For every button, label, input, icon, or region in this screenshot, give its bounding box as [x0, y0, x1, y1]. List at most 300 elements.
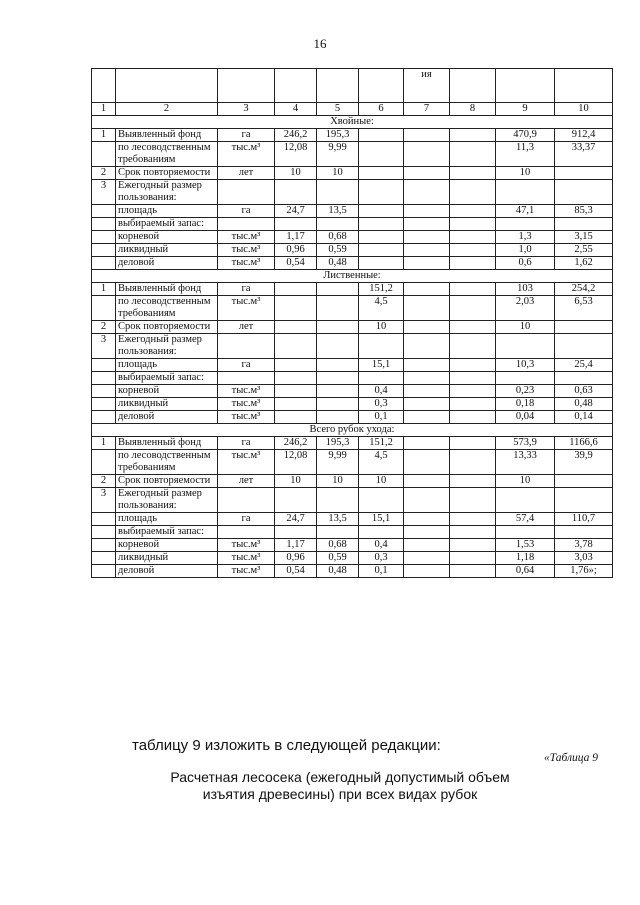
table-cell: 9,99 — [317, 450, 359, 475]
table-cell: 0,4 — [359, 385, 404, 398]
table-cell — [555, 488, 613, 513]
table-cell — [92, 359, 116, 372]
table-cell: 2,03 — [496, 296, 555, 321]
table-cell — [404, 218, 450, 231]
table-cell: тыс.м³ — [218, 385, 275, 398]
table-cell: 1,53 — [496, 539, 555, 552]
table-cell: 1166,6 — [555, 437, 613, 450]
table-cell — [404, 526, 450, 539]
table-cell: 0,96 — [275, 552, 317, 565]
table-cell — [404, 552, 450, 565]
table-cell: выбираемый запас: — [116, 526, 218, 539]
table-cell — [450, 372, 496, 385]
table-cell — [404, 475, 450, 488]
table-cell: 2 — [92, 167, 116, 180]
column-number-cell: 4 — [275, 103, 317, 116]
table-cell: 2,55 — [555, 244, 613, 257]
table-cell: 10 — [496, 167, 555, 180]
table-cell — [450, 167, 496, 180]
table-cell: 1,17 — [275, 231, 317, 244]
table-cell — [359, 488, 404, 513]
table-cell: 1,17 — [275, 539, 317, 552]
table-cell: по лесоводственным требованиям — [116, 296, 218, 321]
table-cell: 15,1 — [359, 513, 404, 526]
table-cell: лет — [218, 167, 275, 180]
table-cell: 2 — [92, 475, 116, 488]
table-cell — [404, 205, 450, 218]
table-cell: 6,53 — [555, 296, 613, 321]
table-cell — [92, 552, 116, 565]
section-title-row — [92, 424, 613, 437]
header-cell — [92, 69, 116, 103]
table-cell — [275, 372, 317, 385]
header-cell — [317, 69, 359, 103]
table-cell: корневой — [116, 539, 218, 552]
table-cell — [317, 526, 359, 539]
table-cell — [450, 218, 496, 231]
table-row — [92, 372, 613, 385]
table-cell — [496, 334, 555, 359]
table-cell — [450, 437, 496, 450]
table-cell: га — [218, 129, 275, 142]
table-cell: выбираемый запас: — [116, 218, 218, 231]
table-row — [92, 539, 613, 552]
column-number-cell: 1 — [92, 103, 116, 116]
header-cell — [496, 69, 555, 103]
table-cell: 1,76»; — [555, 565, 613, 578]
section-title-row — [92, 270, 613, 283]
table-cell: 0,3 — [359, 398, 404, 411]
table-cell: тыс.м³ — [218, 398, 275, 411]
table-cell — [450, 321, 496, 334]
table-cell — [359, 167, 404, 180]
table-cell — [359, 231, 404, 244]
header-cell — [275, 69, 317, 103]
table-row — [92, 411, 613, 424]
table-cell: Срок повторяемости — [116, 167, 218, 180]
table-cell — [404, 513, 450, 526]
table-cell: по лесоводственным требованиям — [116, 142, 218, 167]
table-cell: 25,4 — [555, 359, 613, 372]
table-cell: 1,3 — [496, 231, 555, 244]
table-cell: 39,9 — [555, 450, 613, 475]
table-row — [92, 437, 613, 450]
table-cell: по лесоводственным требованиям — [116, 450, 218, 475]
table-cell — [275, 398, 317, 411]
table-cell: 0,54 — [275, 257, 317, 270]
table-cell — [359, 218, 404, 231]
table-cell — [317, 488, 359, 513]
table-cell: 110,7 — [555, 513, 613, 526]
table-cell: Ежегодный размер пользования: — [116, 180, 218, 205]
table-cell: га — [218, 359, 275, 372]
table-cell: деловой — [116, 565, 218, 578]
table-cell: 10 — [275, 167, 317, 180]
table-cell: Срок повторяемости — [116, 321, 218, 334]
table-cell: га — [218, 205, 275, 218]
table-cell — [92, 257, 116, 270]
table-cell — [359, 244, 404, 257]
table-cell — [317, 385, 359, 398]
table-row — [92, 296, 613, 321]
table-cell: 10 — [359, 321, 404, 334]
table-cell — [218, 218, 275, 231]
table-cell — [275, 385, 317, 398]
table-row — [92, 334, 613, 359]
table-cell — [92, 450, 116, 475]
table-cell: выбираемый запас: — [116, 372, 218, 385]
table-cell — [317, 334, 359, 359]
table-cell — [450, 565, 496, 578]
table-row — [92, 244, 613, 257]
table-cell: 0,64 — [496, 565, 555, 578]
table-row — [92, 526, 613, 539]
table-cell — [317, 180, 359, 205]
table-cell: тыс.м³ — [218, 244, 275, 257]
table-cell — [317, 283, 359, 296]
table-cell — [92, 565, 116, 578]
table-cell: Выявленный фонд — [116, 437, 218, 450]
table-cell: 0,18 — [496, 398, 555, 411]
table-cell — [317, 398, 359, 411]
table-cell — [218, 372, 275, 385]
table-cell — [317, 218, 359, 231]
table-cell: 151,2 — [359, 283, 404, 296]
table-cell: 3 — [92, 334, 116, 359]
column-number-cell: 9 — [496, 103, 555, 116]
table-cell: Ежегодный размер пользования: — [116, 334, 218, 359]
table-cell — [450, 450, 496, 475]
table-cell: лет — [218, 475, 275, 488]
table-header-row — [92, 69, 613, 103]
forest-table — [91, 68, 613, 578]
table-cell: 1 — [92, 437, 116, 450]
table-cell — [450, 488, 496, 513]
table-cell: 0,48 — [317, 257, 359, 270]
table-cell — [92, 244, 116, 257]
table-cell: 11,3 — [496, 142, 555, 167]
table-cell — [450, 180, 496, 205]
table-cell — [275, 218, 317, 231]
table-cell — [555, 218, 613, 231]
column-number-row — [92, 103, 613, 116]
table-row — [92, 180, 613, 205]
table-cell: 254,2 — [555, 283, 613, 296]
table-cell: тыс.м³ — [218, 257, 275, 270]
table-row — [92, 205, 613, 218]
table-cell — [317, 321, 359, 334]
table-cell — [404, 231, 450, 244]
table-cell — [359, 129, 404, 142]
section-title: Хвойные: — [92, 116, 613, 129]
table-cell — [404, 359, 450, 372]
table-cell: Ежегодный размер пользования: — [116, 488, 218, 513]
table-cell: 0,96 — [275, 244, 317, 257]
table-cell: 10 — [317, 475, 359, 488]
table-cell — [404, 539, 450, 552]
table-cell — [450, 539, 496, 552]
table-cell: 24,7 — [275, 513, 317, 526]
table-cell: тыс.м³ — [218, 296, 275, 321]
table-cell: 0,04 — [496, 411, 555, 424]
table-cell — [92, 218, 116, 231]
table-cell: 3,78 — [555, 539, 613, 552]
table-cell: тыс.м³ — [218, 552, 275, 565]
table-cell — [404, 450, 450, 475]
table-cell: 3,03 — [555, 552, 613, 565]
table-cell — [404, 129, 450, 142]
table-cell — [404, 411, 450, 424]
table-cell — [450, 231, 496, 244]
table-cell — [450, 129, 496, 142]
table-label: «Таблица 9 — [543, 752, 598, 764]
table-cell: 13,5 — [317, 205, 359, 218]
table-cell: корневой — [116, 385, 218, 398]
table-cell: 10 — [275, 475, 317, 488]
table-row — [92, 218, 613, 231]
table-cell: 0,14 — [555, 411, 613, 424]
table-cell: 1,18 — [496, 552, 555, 565]
table-row — [92, 488, 613, 513]
table-cell — [359, 526, 404, 539]
table-cell: 1,62 — [555, 257, 613, 270]
table-cell — [359, 205, 404, 218]
table-cell — [92, 539, 116, 552]
table-cell — [317, 411, 359, 424]
table-cell — [275, 359, 317, 372]
table-row — [92, 398, 613, 411]
table-cell — [450, 257, 496, 270]
table-cell — [92, 296, 116, 321]
table-cell — [450, 398, 496, 411]
table-cell: тыс.м³ — [218, 231, 275, 244]
table-row — [92, 129, 613, 142]
table-cell — [450, 296, 496, 321]
table-cell — [450, 244, 496, 257]
table-cell — [92, 142, 116, 167]
intro-text: таблицу 9 изложить в следующей редакции: — [132, 737, 441, 754]
table-cell — [450, 513, 496, 526]
table-cell — [496, 488, 555, 513]
header-cell: ия — [404, 69, 450, 103]
section-title-row — [92, 116, 613, 129]
section-title: Лиственные: — [92, 270, 613, 283]
table-row — [92, 552, 613, 565]
table-cell — [404, 257, 450, 270]
table-row — [92, 450, 613, 475]
table-cell: тыс.м³ — [218, 565, 275, 578]
table-cell: 3,15 — [555, 231, 613, 244]
table-cell: 0,4 — [359, 539, 404, 552]
table-cell — [218, 488, 275, 513]
table-cell: тыс.м³ — [218, 142, 275, 167]
table-cell — [359, 334, 404, 359]
table-cell: 0,48 — [317, 565, 359, 578]
table-cell: 3 — [92, 488, 116, 513]
table-cell: га — [218, 513, 275, 526]
table-cell: 10 — [496, 475, 555, 488]
table-cell — [450, 385, 496, 398]
table-cell: 33,37 — [555, 142, 613, 167]
table-cell — [92, 372, 116, 385]
table-cell — [450, 526, 496, 539]
table-cell: 4,5 — [359, 296, 404, 321]
table-row — [92, 257, 613, 270]
table-cell — [555, 334, 613, 359]
header-cell — [218, 69, 275, 103]
table-cell: га — [218, 283, 275, 296]
table-cell: площадь — [116, 513, 218, 526]
table-cell: 24,7 — [275, 205, 317, 218]
table-cell — [496, 372, 555, 385]
table-row — [92, 513, 613, 526]
table-row — [92, 385, 613, 398]
table-cell: Выявленный фонд — [116, 129, 218, 142]
table-cell: 4,5 — [359, 450, 404, 475]
table-cell: 1 — [92, 283, 116, 296]
table-cell: 1,0 — [496, 244, 555, 257]
header-cell — [116, 69, 218, 103]
column-number-cell: 2 — [116, 103, 218, 116]
table-cell — [359, 142, 404, 167]
table-cell: 9,99 — [317, 142, 359, 167]
table-cell — [92, 526, 116, 539]
table-cell: 912,4 — [555, 129, 613, 142]
table-cell — [275, 488, 317, 513]
table-cell: 195,3 — [317, 129, 359, 142]
table-cell: тыс.м³ — [218, 450, 275, 475]
table-cell — [404, 372, 450, 385]
table-cell — [92, 231, 116, 244]
table-cell: тыс.м³ — [218, 411, 275, 424]
table-cell — [450, 283, 496, 296]
table-row — [92, 167, 613, 180]
table-cell — [317, 296, 359, 321]
table-cell — [275, 283, 317, 296]
table-cell — [555, 321, 613, 334]
column-number-cell: 5 — [317, 103, 359, 116]
table-cell — [555, 372, 613, 385]
header-cell — [555, 69, 613, 103]
table-cell — [218, 180, 275, 205]
table-cell: 0,68 — [317, 539, 359, 552]
table-cell: га — [218, 437, 275, 450]
table-cell — [404, 488, 450, 513]
table-cell: 13,33 — [496, 450, 555, 475]
table-cell — [404, 321, 450, 334]
table-cell — [404, 565, 450, 578]
table-cell — [92, 385, 116, 398]
section-title: Всего рубок ухода: — [92, 424, 613, 437]
table-cell — [359, 180, 404, 205]
table-cell — [404, 398, 450, 411]
table-cell: 0,6 — [496, 257, 555, 270]
table-row — [92, 475, 613, 488]
table-cell — [92, 411, 116, 424]
table-cell — [275, 180, 317, 205]
table-title: Расчетная лесосека (ежегодный допустимый объем изъятия древесины) при всех видах рубок — [170, 769, 510, 802]
table-cell — [555, 180, 613, 205]
table-cell: ликвидный — [116, 398, 218, 411]
table-cell: 0,48 — [555, 398, 613, 411]
table-cell: 470,9 — [496, 129, 555, 142]
table-cell: 57,4 — [496, 513, 555, 526]
table-cell: 10,3 — [496, 359, 555, 372]
table-cell: площадь — [116, 205, 218, 218]
table-cell: 10 — [359, 475, 404, 488]
table-cell — [450, 334, 496, 359]
table-cell — [275, 334, 317, 359]
table-cell — [450, 142, 496, 167]
table-cell: 246,2 — [275, 129, 317, 142]
table-row — [92, 231, 613, 244]
table-cell — [317, 359, 359, 372]
table-cell — [404, 167, 450, 180]
column-number-cell: 6 — [359, 103, 404, 116]
page-number: 16 — [313, 36, 327, 51]
table-cell: 12,08 — [275, 142, 317, 167]
column-number-cell: 3 — [218, 103, 275, 116]
table-cell: 195,3 — [317, 437, 359, 450]
table-cell: 15,1 — [359, 359, 404, 372]
table-cell: 151,2 — [359, 437, 404, 450]
table-cell: 47,1 — [496, 205, 555, 218]
table-cell: 246,2 — [275, 437, 317, 450]
table-cell: 2 — [92, 321, 116, 334]
table-cell — [92, 205, 116, 218]
table-cell: 85,3 — [555, 205, 613, 218]
table-cell — [275, 411, 317, 424]
table-cell — [317, 372, 359, 385]
table-cell — [404, 142, 450, 167]
column-number-cell: 8 — [450, 103, 496, 116]
table-cell: 0,1 — [359, 565, 404, 578]
table-cell: деловой — [116, 411, 218, 424]
table-cell — [450, 552, 496, 565]
table-cell: тыс.м³ — [218, 539, 275, 552]
table-cell — [275, 526, 317, 539]
table-cell — [404, 385, 450, 398]
table-cell: 0,68 — [317, 231, 359, 244]
table-cell — [404, 180, 450, 205]
table-cell: 12,08 — [275, 450, 317, 475]
table-cell — [450, 411, 496, 424]
table-cell — [450, 359, 496, 372]
table-cell: ликвидный — [116, 552, 218, 565]
table-cell: 103 — [496, 283, 555, 296]
header-cell — [450, 69, 496, 103]
table-row — [92, 565, 613, 578]
table-cell — [496, 218, 555, 231]
table-cell — [404, 244, 450, 257]
table-cell: 0,3 — [359, 552, 404, 565]
table-cell: ликвидный — [116, 244, 218, 257]
table-cell — [404, 437, 450, 450]
table-cell: Выявленный фонд — [116, 283, 218, 296]
table-cell: 573,9 — [496, 437, 555, 450]
table-row — [92, 321, 613, 334]
table-cell — [496, 526, 555, 539]
table-cell: Срок повторяемости — [116, 475, 218, 488]
column-number-cell: 7 — [404, 103, 450, 116]
table-cell — [555, 526, 613, 539]
table-cell: 0,59 — [317, 244, 359, 257]
table-cell — [450, 475, 496, 488]
header-cell — [359, 69, 404, 103]
table-cell — [555, 167, 613, 180]
table-cell: 10 — [496, 321, 555, 334]
table-cell — [218, 334, 275, 359]
